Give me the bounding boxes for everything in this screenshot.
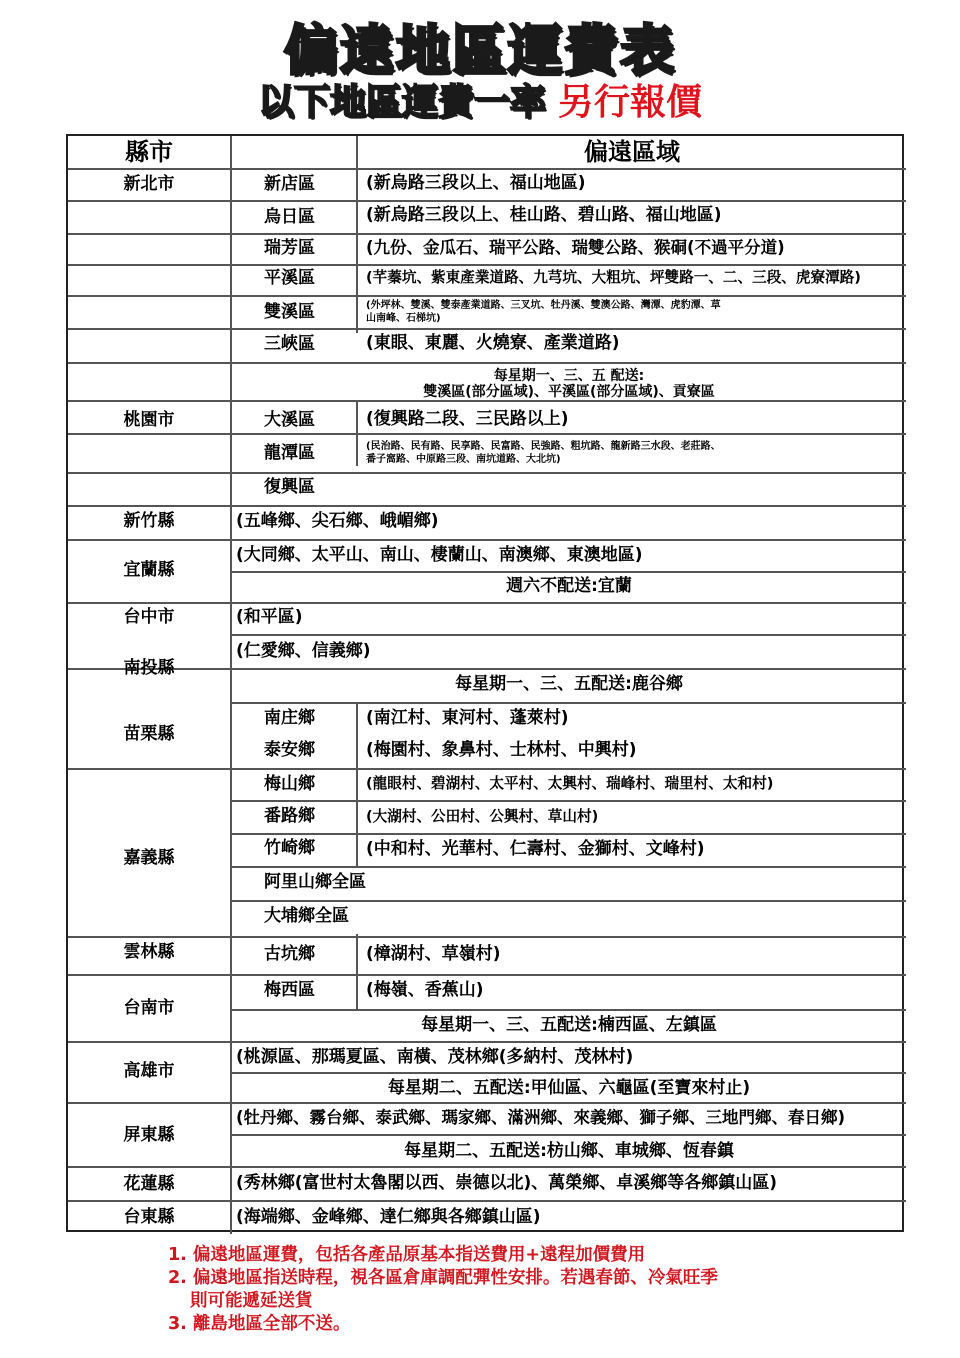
county-nantou: 南投縣 — [123, 658, 175, 678]
district-dapu: 大埔鄉全區 — [264, 906, 349, 926]
footer-note-3: 3. 離島地區全部不送。 — [168, 1314, 351, 1334]
footer-note-2-cont: 則可能遞延送貨 — [190, 1291, 313, 1311]
district-zhuqi: 竹崎鄉 — [264, 838, 315, 858]
note-shuangxi-line2: 山南峰、石梯坑) — [366, 313, 441, 324]
remote-area-table — [66, 134, 904, 1232]
note-kaohsiung: (桃源區、那瑪夏區、南橫、茂林鄉(多納村、茂林村) — [236, 1047, 634, 1067]
note-pingtung: (牡丹鄉、霧台鄉、泰武鄉、瑪家鄉、滿洲鄉、來義鄉、獅子鄉、三地門鄉、春日鄉) — [236, 1108, 846, 1127]
county-chiayi: 嘉義縣 — [123, 848, 175, 868]
county-pingtung: 屏東縣 — [123, 1125, 175, 1145]
schedule-yilan: 週六不配送:宜蘭 — [506, 576, 632, 596]
note-nantou: (仁愛鄉、信義鄉) — [236, 641, 371, 661]
schedule-pingtung: 每星期二、五配送:枋山鄉、車城鄉、恆春鎮 — [404, 1141, 734, 1161]
schedule-newtaipei-days: 每星期一、三、五 配送: — [493, 368, 645, 384]
note-meixi: (梅嶺、香蕉山) — [366, 980, 484, 1000]
page-title: 偏遠地區運費表 — [284, 19, 676, 82]
note-shuangxi-line1: (外坪林、雙溪、雙泰產業道路、三叉坑、牡丹溪、雙澳公路、灣潭、虎豹潭、草 — [366, 300, 721, 311]
county-taitung: 台東縣 — [123, 1207, 175, 1227]
note-longtan-line2: 番子窩路、中原路三段、南坑道路、大北坑) — [366, 454, 561, 465]
note-yilan: (大同鄉、太平山、南山、棲蘭山、南澳鄉、東澳地區) — [236, 545, 643, 565]
district-nanzhuang: 南庄鄉 — [264, 708, 315, 728]
note-daxi: (復興路二段、三民路以上) — [366, 409, 569, 429]
note-taitung: (海端鄉、金峰鄉、達仁鄉與各鄉鎮山區) — [236, 1207, 541, 1227]
schedule-tainan: 每星期一、三、五配送:楠西區、左鎮區 — [421, 1015, 717, 1035]
note-taian: (梅園村、象鼻村、士林村、中興村) — [366, 740, 637, 760]
county-newtaipei: 新北市 — [123, 174, 175, 194]
note-hualien: (秀林鄉(富世村太魯閣以西、崇德以北)、萬榮鄉、卓溪鄉等各鄉鎮山區) — [236, 1173, 778, 1193]
district-longtan: 龍潭區 — [264, 443, 315, 463]
note-zhuqi: (中和村、光華村、仁壽村、金獅村、文峰村) — [366, 839, 705, 859]
district-xindian: 新店區 — [264, 174, 315, 194]
district-pingxi: 平溪區 — [264, 268, 315, 288]
district-alishan: 阿里山鄉全區 — [264, 872, 366, 892]
county-hsinchu: 新竹縣 — [123, 511, 175, 531]
county-taoyuan: 桃園市 — [123, 410, 175, 430]
note-gukeng: (樟湖村、草嶺村) — [366, 944, 501, 964]
footer-note-2: 2. 偏遠地區指送時程，視各區倉庫調配彈性安排。若遇春節、冷氣旺季 — [168, 1268, 718, 1288]
note-sanxia: (東眼、東麗、火燒寮、產業道路) — [366, 333, 620, 353]
header-remote-area: 偏遠區域 — [584, 138, 680, 166]
district-shuangxi: 雙溪區 — [264, 302, 315, 322]
schedule-nantou: 每星期一、三、五配送:鹿谷鄉 — [455, 674, 683, 694]
district-fanlu: 番路鄉 — [264, 806, 315, 826]
note-nanzhuang: (南江村、東河村、蓬萊村) — [366, 708, 569, 728]
county-hualien: 花蓮縣 — [123, 1174, 175, 1194]
district-meishan: 梅山鄉 — [264, 774, 315, 794]
schedule-newtaipei-areas: 雙溪區(部分區域)、平溪區(部分區域)、貢寮區 — [423, 384, 715, 400]
footer-note-1: 1. 偏遠地區運費，包括各產品原基本指送費用+遠程加價費用 — [168, 1245, 646, 1265]
note-taichung: (和平區) — [236, 607, 303, 627]
county-kaohsiung: 高雄市 — [123, 1061, 175, 1081]
district-daxi: 大溪區 — [264, 410, 315, 430]
note-fanlu: (大湖村、公田村、公興村、草山村) — [366, 808, 599, 825]
district-sanxia: 三峽區 — [264, 334, 315, 354]
note-wulai: (新烏路三段以上、桂山路、碧山路、福山地區) — [366, 205, 722, 225]
page-subtitle — [0, 74, 960, 125]
district-ruifang: 瑞芳區 — [264, 238, 315, 258]
note-meishan: (龍眼村、碧湖村、太平村、太興村、瑞峰村、瑞里村、太和村) — [366, 775, 774, 792]
district-wulai: 烏日區 — [264, 207, 315, 227]
county-tainan: 台南市 — [123, 998, 175, 1018]
district-gukeng: 古坑鄉 — [264, 944, 315, 964]
header-county: 縣市 — [125, 138, 173, 166]
district-meixi: 梅西區 — [264, 980, 315, 1000]
county-miaoli: 苗栗縣 — [123, 724, 175, 744]
district-taian: 泰安鄉 — [264, 740, 315, 760]
footer-notes — [168, 1244, 928, 1336]
county-yilan: 宜蘭縣 — [123, 560, 175, 580]
district-fuxing: 復興區 — [264, 477, 315, 497]
note-longtan-line1: (民治路、民有路、民享路、民富路、民強路、粗坑路、龍新路三水段、老莊路、 — [366, 441, 721, 452]
note-xindian: (新烏路三段以上、福山地區) — [366, 173, 586, 193]
county-taichung: 台中市 — [123, 607, 175, 627]
schedule-kaohsiung: 每星期二、五配送:甲仙區、六龜區(至寶來村止) — [387, 1078, 751, 1098]
subtitle-uniform-rate: 以下地區運費一率 — [257, 82, 546, 123]
note-hsinchu: (五峰鄉、尖石鄉、峨嵋鄉) — [236, 511, 439, 531]
note-pingxi: (芊蓁坑、紫東產業道路、九芎坑、大粗坑、坪雙路一、二、三段、虎寮潭路) — [366, 269, 861, 286]
subtitle-separate-quote: 另行報價 — [558, 82, 703, 123]
note-ruifang: (九份、金瓜石、瑞平公路、瑞雙公路、猴硐(不過平分道) — [366, 238, 785, 257]
county-yunlin: 雲林縣 — [123, 942, 175, 962]
